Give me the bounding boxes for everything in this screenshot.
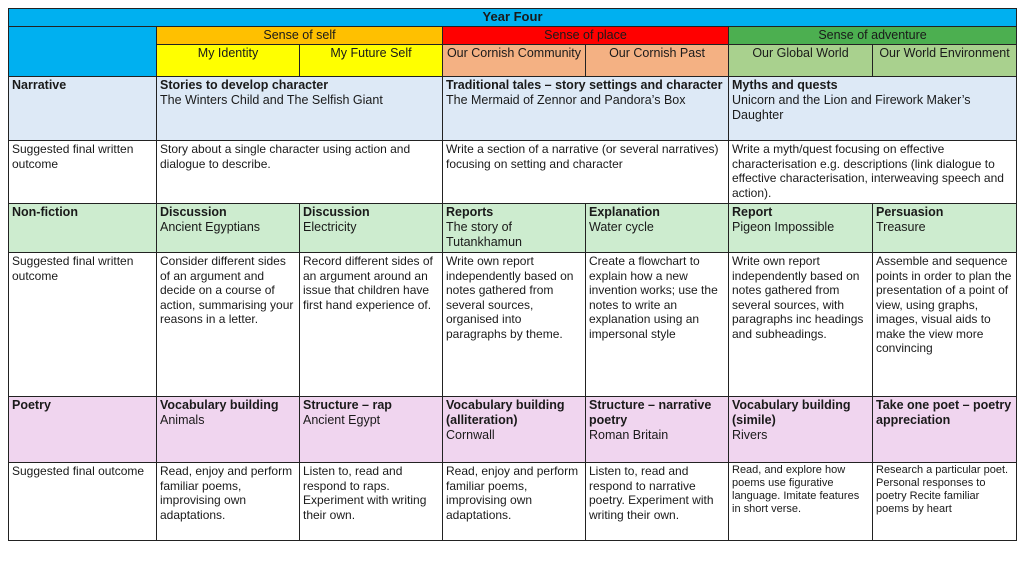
row-label-narrative: Narrative	[9, 77, 157, 141]
topic-our-world-environment: Our World Environment	[873, 45, 1017, 77]
outcome-text: Research a particular poet. Personal responses to poetry Recite familiar poems by heart	[873, 463, 1017, 541]
topic-our-global-world: Our Global World	[729, 45, 873, 77]
unit-heading: Persuasion	[876, 205, 944, 219]
unit-text: The Mermaid of Zennor and Pandora’s Box	[446, 93, 686, 107]
unit-text: Treasure	[876, 220, 926, 234]
outcome-label: Suggested final written outcome	[9, 141, 157, 204]
theme-sense-of-place: Sense of place	[443, 27, 729, 45]
outcome-text: Read, enjoy and perform familiar poems, improvising own adaptations.	[157, 463, 300, 541]
unit-text: Roman Britain	[589, 428, 669, 442]
unit-text: Electricity	[303, 220, 357, 234]
unit-heading: Take one poet – poetry appreciation	[876, 398, 1012, 427]
outcome-text: Write own report independently based on notes gathered from several sources, organised into paragraphs by theme.	[443, 253, 586, 397]
unit-heading: Vocabulary building (simile)	[732, 398, 851, 427]
unit-text: Pigeon Impossible	[732, 220, 835, 234]
unit-heading: Report	[732, 205, 773, 219]
outcome-text: Write a section of a narrative (or several narratives) focusing on setting and character	[443, 141, 729, 204]
row-label-poetry: Poetry	[9, 397, 157, 463]
unit-text: Ancient Egyptians	[160, 220, 261, 234]
unit-text: The Winters Child and The Selfish Giant	[160, 93, 383, 107]
topic-my-future-self: My Future Self	[300, 45, 443, 77]
outcome-text: Listen to, read and respond to narrative poetry. Experiment with writing their own.	[586, 463, 729, 541]
unit-heading: Vocabulary building (alliteration)	[446, 398, 565, 427]
outcome-text: Write own report independently based on notes gathered from several sources, with paragraphs inc headings and subheadings.	[729, 253, 873, 397]
nonfiction-unit	[443, 204, 586, 253]
corner-cell	[9, 27, 157, 77]
topic-our-cornish-community: Our Cornish Community	[443, 45, 586, 77]
poetry-unit	[873, 397, 1017, 463]
poetry-unit	[157, 397, 300, 463]
curriculum-table	[8, 8, 1017, 541]
outcome-text: Write a myth/quest focusing on effective characterisation e.g. descriptions (link dialogue to effective characterisation, interweaving speech and action).	[729, 141, 1017, 204]
unit-heading: Discussion	[160, 205, 227, 219]
unit-heading: Stories to develop character	[160, 78, 329, 92]
poetry-unit	[729, 397, 873, 463]
unit-text: Rivers	[732, 428, 768, 442]
unit-text: Ancient Egypt	[303, 413, 381, 427]
unit-heading: Myths and quests	[732, 78, 838, 92]
nonfiction-unit	[586, 204, 729, 253]
theme-sense-of-adventure: Sense of adventure	[729, 27, 1017, 45]
unit-text: Animals	[160, 413, 205, 427]
outcome-text: Story about a single character using action and dialogue to describe.	[157, 141, 443, 204]
unit-heading: Vocabulary building	[160, 398, 279, 412]
table-title: Year Four	[9, 9, 1017, 27]
outcome-text: Create a flowchart to explain how a new invention works; use the notes to write an explanation using an impersonal style	[586, 253, 729, 397]
outcome-label: Suggested final written outcome	[9, 253, 157, 397]
nonfiction-unit	[729, 204, 873, 253]
poetry-unit	[586, 397, 729, 463]
theme-sense-of-self: Sense of self	[157, 27, 443, 45]
unit-heading: Structure – rap	[303, 398, 392, 412]
unit-heading: Traditional tales – story settings and character	[446, 78, 723, 92]
nonfiction-unit	[300, 204, 443, 253]
outcome-text: Read, enjoy and perform familiar poems, improvising own adaptations.	[443, 463, 586, 541]
outcome-text: Consider different sides of an argument and decide on a course of action, summarising your reasons in a letter.	[157, 253, 300, 397]
narrative-unit	[443, 77, 729, 141]
nonfiction-unit	[157, 204, 300, 253]
row-label-nonfiction: Non-fiction	[9, 204, 157, 253]
nonfiction-unit	[873, 204, 1017, 253]
unit-text: Cornwall	[446, 428, 495, 442]
narrative-unit	[157, 77, 443, 141]
outcome-text: Record different sides of an argument around an issue that children have first hand experience of.	[300, 253, 443, 397]
outcome-text: Listen to, read and respond to raps. Experiment with writing their own.	[300, 463, 443, 541]
unit-heading: Reports	[446, 205, 494, 219]
unit-text: The story of Tutankhamun	[446, 220, 522, 249]
poetry-unit	[300, 397, 443, 463]
unit-heading: Discussion	[303, 205, 370, 219]
unit-text: Water cycle	[589, 220, 654, 234]
topic-our-cornish-past: Our Cornish Past	[586, 45, 729, 77]
poetry-unit	[443, 397, 586, 463]
unit-heading: Explanation	[589, 205, 660, 219]
narrative-unit	[729, 77, 1017, 141]
unit-text: Unicorn and the Lion and Firework Maker’s Daughter	[732, 93, 971, 122]
outcome-text: Assemble and sequence points in order to plan the presentation of a point of view, using graphs, images, visual aids to make the view more convincing	[873, 253, 1017, 397]
unit-heading: Structure – narrative poetry	[589, 398, 712, 427]
topic-my-identity: My Identity	[157, 45, 300, 77]
outcome-label: Suggested final outcome	[9, 463, 157, 541]
outcome-text: Read, and explore how poems use figurative language. Imitate features in short verse.	[729, 463, 873, 541]
